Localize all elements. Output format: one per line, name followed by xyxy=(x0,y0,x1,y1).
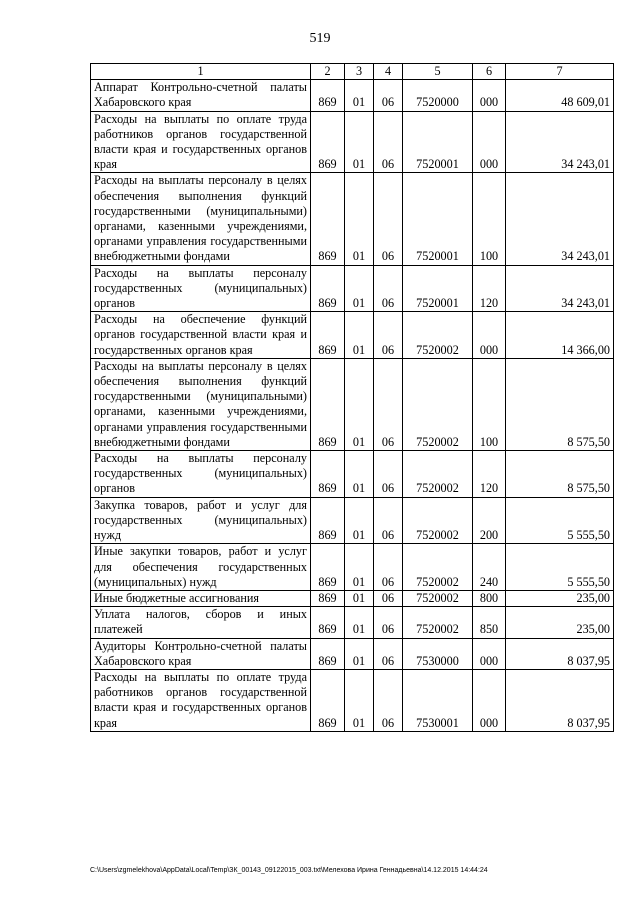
expense-type-code: 000 xyxy=(473,638,506,669)
target-code: 7520002 xyxy=(403,358,473,450)
row-name: Иные бюджетные ассигнования xyxy=(91,590,311,606)
table-row xyxy=(91,544,614,591)
row-name: Расходы на выплаты персоналу в целях обеспечения выполнения функций государственными (муниципальными) органами, казенными учреждениями, органами управления государственными внебюджетными фондами xyxy=(91,173,311,265)
row-name: Расходы на выплаты по оплате труда работников органов государственной власти края и государственных органов края xyxy=(91,111,311,173)
subsection-code: 06 xyxy=(374,669,403,731)
target-code: 7520001 xyxy=(403,111,473,173)
section-code: 01 xyxy=(345,497,374,544)
amount: 14 366,00 xyxy=(506,312,614,359)
admin-code: 869 xyxy=(311,173,345,265)
amount: 8 037,95 xyxy=(506,669,614,731)
table-row xyxy=(91,358,614,450)
target-code: 7520002 xyxy=(403,451,473,498)
amount: 8 575,50 xyxy=(506,358,614,450)
target-code: 7530000 xyxy=(403,638,473,669)
target-code: 7520000 xyxy=(403,80,473,111)
section-code: 01 xyxy=(345,111,374,173)
target-code: 7530001 xyxy=(403,669,473,731)
expense-type-code: 800 xyxy=(473,590,506,606)
section-code: 01 xyxy=(345,265,374,312)
subsection-code: 06 xyxy=(374,111,403,173)
row-name: Уплата налогов, сборов и иных платежей xyxy=(91,607,311,638)
target-code: 7520002 xyxy=(403,312,473,359)
table-row xyxy=(91,607,614,638)
row-name: Закупка товаров, работ и услуг для государственных (муниципальных) нужд xyxy=(91,497,311,544)
section-code: 01 xyxy=(345,590,374,606)
section-code: 01 xyxy=(345,451,374,498)
expense-type-code: 000 xyxy=(473,80,506,111)
subsection-code: 06 xyxy=(374,358,403,450)
header-row xyxy=(91,64,614,80)
table-row xyxy=(91,590,614,606)
admin-code: 869 xyxy=(311,590,345,606)
amount: 235,00 xyxy=(506,607,614,638)
admin-code: 869 xyxy=(311,80,345,111)
row-name: Расходы на обеспечение функций органов государственной власти края и государственных органов края xyxy=(91,312,311,359)
expense-type-code: 000 xyxy=(473,312,506,359)
table-row xyxy=(91,312,614,359)
subsection-code: 06 xyxy=(374,497,403,544)
subsection-code: 06 xyxy=(374,590,403,606)
subsection-code: 06 xyxy=(374,80,403,111)
admin-code: 869 xyxy=(311,669,345,731)
row-name: Расходы на выплаты персоналу государственных (муниципальных) органов xyxy=(91,451,311,498)
table-row xyxy=(91,451,614,498)
row-name: Расходы на выплаты персоналу в целях обеспечения выполнения функций государственными (муниципальными) органами, казенными учреждениями, органами управления государственными внебюджетными фондами xyxy=(91,358,311,450)
admin-code: 869 xyxy=(311,607,345,638)
admin-code: 869 xyxy=(311,544,345,591)
expense-type-code: 000 xyxy=(473,111,506,173)
admin-code: 869 xyxy=(311,111,345,173)
table-row xyxy=(91,497,614,544)
column-header: 2 xyxy=(311,64,345,80)
section-code: 01 xyxy=(345,607,374,638)
amount: 5 555,50 xyxy=(506,497,614,544)
column-header: 1 xyxy=(91,64,311,80)
expense-type-code: 120 xyxy=(473,451,506,498)
expense-type-code: 100 xyxy=(473,358,506,450)
section-code: 01 xyxy=(345,312,374,359)
expense-type-code: 120 xyxy=(473,265,506,312)
section-code: 01 xyxy=(345,80,374,111)
budget-table xyxy=(90,63,614,732)
expense-type-code: 240 xyxy=(473,544,506,591)
subsection-code: 06 xyxy=(374,607,403,638)
amount: 34 243,01 xyxy=(506,265,614,312)
subsection-code: 06 xyxy=(374,638,403,669)
admin-code: 869 xyxy=(311,638,345,669)
subsection-code: 06 xyxy=(374,173,403,265)
row-name: Иные закупки товаров, работ и услуг для обеспечения государственных (муниципальных) нужд xyxy=(91,544,311,591)
expense-type-code: 100 xyxy=(473,173,506,265)
subsection-code: 06 xyxy=(374,451,403,498)
column-header: 4 xyxy=(374,64,403,80)
target-code: 7520002 xyxy=(403,544,473,591)
section-code: 01 xyxy=(345,173,374,265)
amount: 5 555,50 xyxy=(506,544,614,591)
amount: 34 243,01 xyxy=(506,173,614,265)
page-number: 519 xyxy=(309,31,331,46)
amount: 48 609,01 xyxy=(506,80,614,111)
target-code: 7520001 xyxy=(403,173,473,265)
file-path-footer: C:\Users\zgmelekhova\AppData\Local\Temp\ЗК_00143_09122015_003.txt\Мелехова Ирина Геннадьевна\14.12.2015 14:44:24 xyxy=(90,867,488,874)
subsection-code: 06 xyxy=(374,312,403,359)
expense-type-code: 200 xyxy=(473,497,506,544)
target-code: 7520002 xyxy=(403,497,473,544)
row-name: Расходы на выплаты персоналу государственных (муниципальных) органов xyxy=(91,265,311,312)
subsection-code: 06 xyxy=(374,544,403,591)
amount: 8 575,50 xyxy=(506,451,614,498)
row-name: Аудиторы Контрольно-счетной палаты Хабаровского края xyxy=(91,638,311,669)
column-header: 3 xyxy=(345,64,374,80)
amount: 235,00 xyxy=(506,590,614,606)
target-code: 7520002 xyxy=(403,590,473,606)
section-code: 01 xyxy=(345,544,374,591)
row-name: Аппарат Контрольно-счетной палаты Хабаровского края xyxy=(91,80,311,111)
target-code: 7520002 xyxy=(403,607,473,638)
column-header: 7 xyxy=(506,64,614,80)
table-row xyxy=(91,173,614,265)
admin-code: 869 xyxy=(311,497,345,544)
amount: 8 037,95 xyxy=(506,638,614,669)
expense-type-code: 000 xyxy=(473,669,506,731)
table-row xyxy=(91,638,614,669)
column-header: 5 xyxy=(403,64,473,80)
admin-code: 869 xyxy=(311,265,345,312)
target-code: 7520001 xyxy=(403,265,473,312)
section-code: 01 xyxy=(345,358,374,450)
section-code: 01 xyxy=(345,669,374,731)
section-code: 01 xyxy=(345,638,374,669)
admin-code: 869 xyxy=(311,312,345,359)
subsection-code: 06 xyxy=(374,265,403,312)
admin-code: 869 xyxy=(311,451,345,498)
row-name: Расходы на выплаты по оплате труда работников органов государственной власти края и государственных органов края xyxy=(91,669,311,731)
table-row xyxy=(91,669,614,731)
expense-type-code: 850 xyxy=(473,607,506,638)
admin-code: 869 xyxy=(311,358,345,450)
table-row xyxy=(91,111,614,173)
amount: 34 243,01 xyxy=(506,111,614,173)
table-row xyxy=(91,265,614,312)
column-header: 6 xyxy=(473,64,506,80)
table-row xyxy=(91,80,614,111)
